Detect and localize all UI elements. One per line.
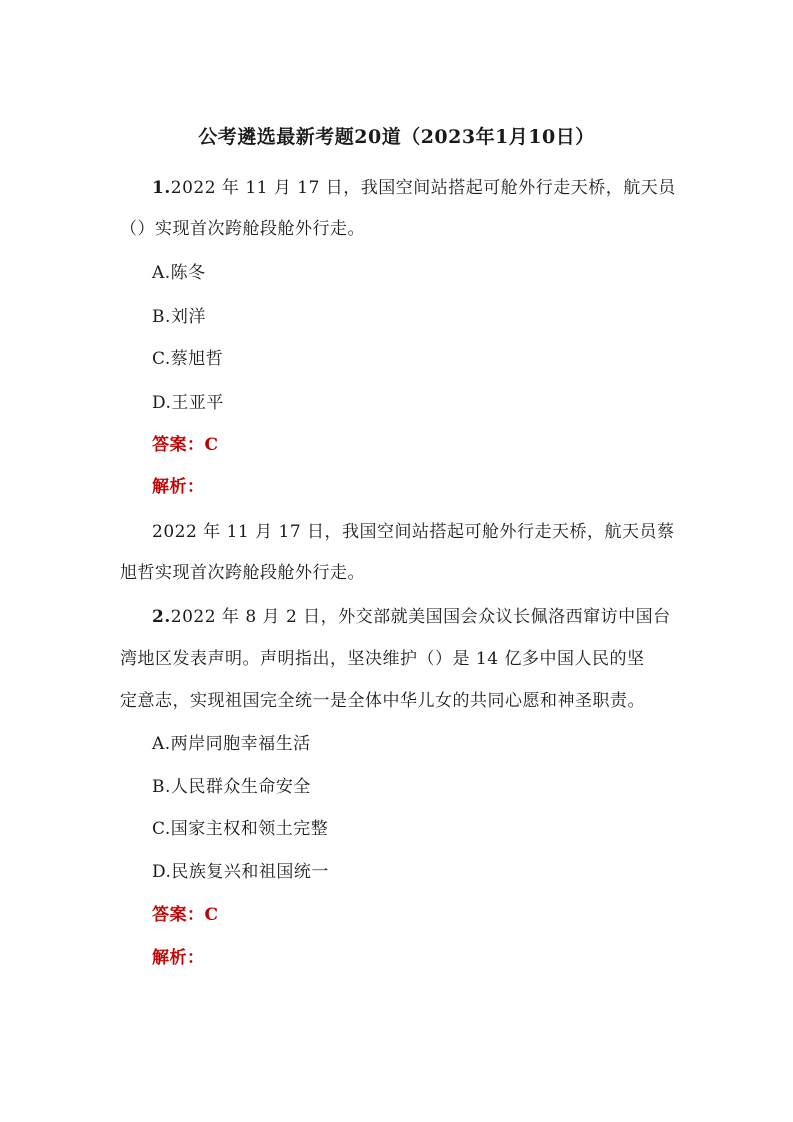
question-1-stem-line-2: （）实现首次跨舱段舱外行走。 — [120, 219, 365, 239]
question-2-analysis-label: 解析： — [152, 948, 205, 968]
question-2-answer: 答案：C — [152, 905, 219, 925]
question-2-stem-line-1 — [152, 603, 712, 631]
question-2-option-c: C.国家主权和领土完整 — [152, 819, 329, 839]
question-2-option-a: A.两岸同胞幸福生活 — [152, 734, 311, 754]
question-1-analysis-line-1: 2022 年 11 月 17 日，我国空间站搭起可舱外行走天桥，航天员蔡 — [152, 522, 675, 542]
question-2-option-b: B.人民群众生命安全 — [152, 777, 311, 797]
page-title: 公考遴选最新考题20道（2023年1月10日） — [198, 126, 595, 148]
question-1-answer: 答案：C — [152, 435, 219, 455]
question-2-stem-text: 2022 年 8 月 2 日，外交部就美国国会众议长佩洛西窜访中国台 — [170, 607, 671, 627]
question-1-option-d: D.王亚平 — [152, 393, 224, 413]
question-1-analysis-line-2: 旭哲实现首次跨舱段舱外行走。 — [120, 563, 365, 583]
question-1-analysis-label: 解析： — [152, 477, 205, 497]
question-2-number: 2. — [152, 607, 171, 627]
question-1-number: 1. — [152, 178, 171, 198]
question-2-stem-line-3: 定意志，实现祖国完全统一是全体中华儿女的共同心愿和神圣职责。 — [120, 691, 645, 711]
question-1-option-b: B.刘洋 — [152, 307, 206, 327]
question-1-option-a: A.陈冬 — [152, 263, 206, 283]
question-2-stem-line-2: 湾地区发表声明。声明指出，坚决维护（）是 14 亿多中国人民的坚 — [120, 649, 645, 669]
question-1-stem-text: 2022 年 11 月 17 日，我国空间站搭起可舱外行走天桥，航天员 — [170, 178, 676, 198]
question-2-option-d: D.民族复兴和祖国统一 — [152, 862, 329, 882]
question-1-stem-line-1 — [152, 174, 712, 202]
question-1-option-c: C.蔡旭哲 — [152, 349, 224, 369]
